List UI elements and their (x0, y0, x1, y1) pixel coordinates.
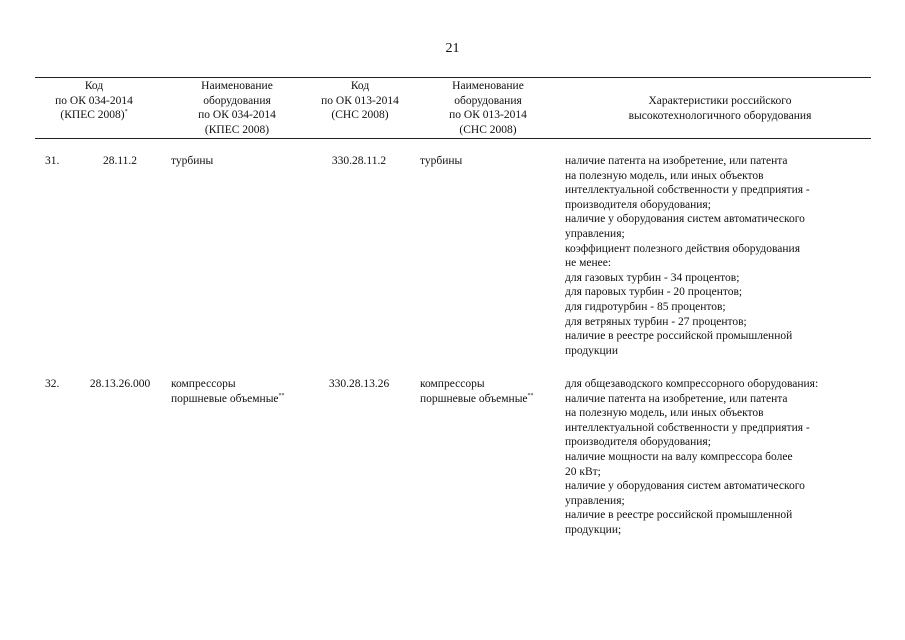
footnote-mark: * (124, 109, 128, 116)
characteristic-line: производителя оборудования; (565, 198, 711, 211)
header-characteristics (590, 94, 850, 123)
characteristic-line: 20 кВт; (565, 465, 601, 478)
header-line: Код (350, 80, 370, 92)
name-line: поршневые объемные** (171, 392, 285, 405)
characteristic-line: коэффициент полезного действия оборудования (565, 242, 801, 255)
characteristic-line: для ветряных турбин - 27 процентов; (565, 315, 747, 328)
header-code-sns (310, 79, 410, 123)
characteristic-line: не менее: (565, 257, 612, 270)
header-line: оборудования (203, 94, 271, 107)
header-line: (СНС 2008) (459, 123, 517, 136)
equipment-name-sns (420, 154, 462, 169)
header-bottom-rule (35, 138, 871, 139)
header-line: Код (84, 80, 104, 92)
characteristic-line: наличие в реестре российской промышленной (565, 330, 793, 343)
characteristics-list (565, 377, 818, 538)
characteristic-line: для гидротурбин - 85 процентов; (565, 300, 726, 313)
name-line: турбины (171, 155, 214, 167)
header-name-sns (428, 79, 548, 137)
equipment-name-kpes (171, 377, 285, 406)
equipment-name-sns (420, 377, 534, 406)
footnote-mark: ** (527, 392, 534, 399)
name-line: компрессоры (420, 378, 485, 390)
table-top-rule (35, 77, 871, 78)
characteristic-line: наличие патента на изобретение, или патента (565, 392, 788, 405)
characteristic-line: продукции (565, 344, 618, 357)
characteristic-line: наличие мощности на валу компрессора более (565, 450, 793, 463)
header-line: Наименование (201, 80, 273, 92)
characteristic-line: производителя оборудования; (565, 436, 711, 449)
code-kpes: 28.11.2 (102, 155, 138, 167)
header-line: оборудования (454, 94, 522, 107)
characteristic-line: наличие в реестре российской промышленной (565, 509, 793, 522)
characteristic-line: наличие у оборудования систем автоматического (565, 213, 805, 226)
code-sns: 330.28.11.2 (331, 155, 387, 167)
characteristic-line: продукции; (565, 523, 622, 536)
characteristics-list (565, 154, 810, 358)
header-line: по ОК 034-2014 (55, 94, 133, 107)
page-number: 21 (445, 41, 460, 56)
characteristic-line: для газовых турбин - 34 процентов; (565, 271, 740, 284)
header-line: по ОК 013-2014 (449, 109, 527, 122)
characteristic-line: на полезную модель, или иных объектов (565, 407, 764, 420)
header-line: по ОК 013-2014 (321, 94, 399, 107)
header-line: (СНС 2008) (331, 109, 389, 122)
header-code-kpes (48, 79, 140, 123)
characteristic-line: управления; (565, 494, 625, 507)
equipment-name-kpes (171, 154, 213, 169)
characteristic-line: наличие у оборудования систем автоматического (565, 480, 805, 493)
header-line: Характеристики российского (648, 95, 792, 107)
characteristic-line: наличие патента на изобретение, или патента (565, 155, 788, 167)
header-line: по ОК 034-2014 (198, 109, 276, 122)
name-line: поршневые объемные** (420, 392, 534, 405)
header-name-kpes (177, 79, 297, 137)
row-number: 32. (45, 378, 60, 390)
name-line: компрессоры (171, 378, 236, 390)
row-number: 31. (45, 155, 60, 167)
characteristic-line: управления; (565, 227, 625, 240)
footnote-mark: ** (278, 392, 285, 399)
code-sns: 330.28.13.26 (328, 378, 390, 390)
characteristic-line: для паровых турбин - 20 процентов; (565, 286, 743, 299)
header-line: высокотехнологичного оборудования (628, 109, 812, 122)
name-line: турбины (420, 155, 463, 167)
characteristic-line: интеллектуальной собственности у предприятия - (565, 184, 810, 197)
header-line: (КПЕС 2008)* (60, 109, 128, 122)
header-line: (КПЕС 2008) (204, 123, 270, 136)
code-kpes: 28.13.26.000 (89, 378, 151, 390)
characteristic-line: интеллектуальной собственности у предприятия - (565, 421, 810, 434)
header-line: Наименование (452, 80, 524, 92)
characteristic-line: для общезаводского компрессорного оборудования: (565, 378, 819, 390)
characteristic-line: на полезную модель, или иных объектов (565, 169, 764, 182)
